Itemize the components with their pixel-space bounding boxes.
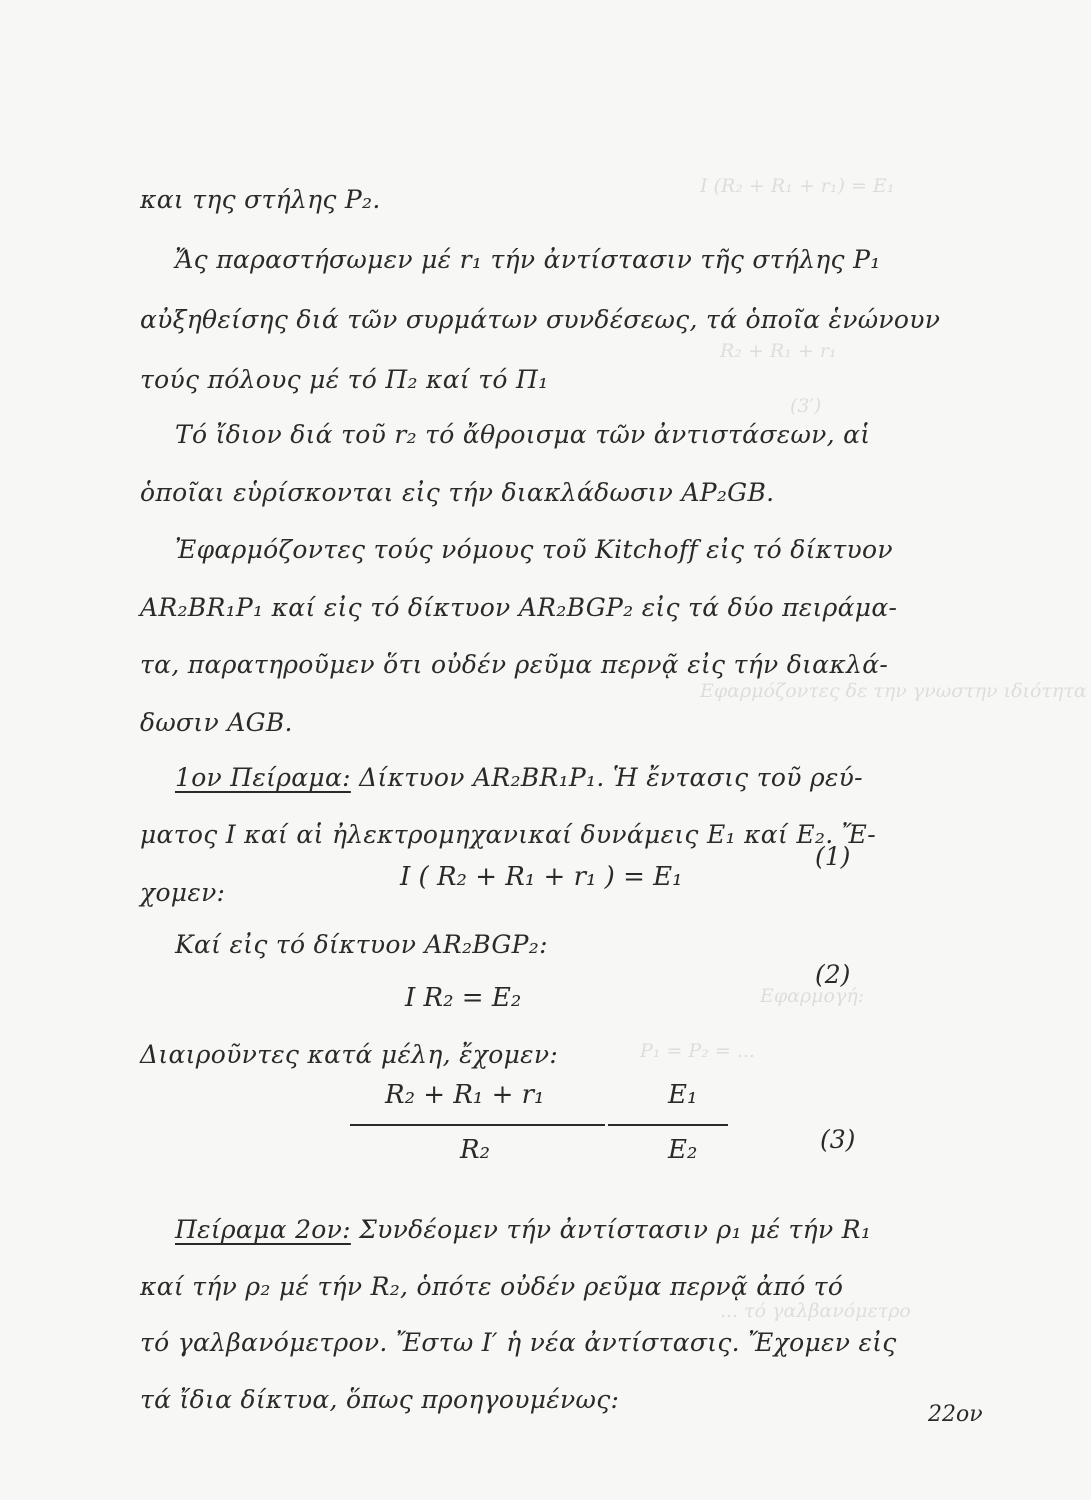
- bleed-through: I (R₂ + R₁ + r₁) = E₁: [700, 175, 895, 197]
- text-line: τούς πόλους μέ τό Π₂ καί τό Π₁: [140, 365, 549, 394]
- text-line: χομεν:: [140, 878, 226, 907]
- text-line: ματος I καί αἱ ἠλεκτρομηχανικαί δυνάμεις E₁ καί E₂. Ἔ-: [140, 820, 876, 849]
- text-line: τά ἴδια δίκτυα, ὅπως προηγουμένως:: [140, 1385, 620, 1414]
- fraction-numerator: E₁: [668, 1080, 698, 1110]
- text-line: τα, παρατηροῦμεν ὅτι οὐδέν ρεῦμα περνᾷ εἰς τήν διακλά-: [140, 650, 889, 679]
- bleed-through: Εφαρμόζοντες δε την γνωστην ιδιότητα: [700, 680, 1087, 702]
- experiment-2-line: [175, 1215, 871, 1244]
- bleed-through: R₂ + R₁ + r₁: [720, 340, 837, 362]
- fraction-bar: [350, 1124, 605, 1126]
- fraction-denominator: E₂: [668, 1135, 698, 1165]
- text-line: αὐξηθείσης διά τῶν συρμάτων συνδέσεως, τά ὁποῖα ἑνώνουν: [140, 305, 941, 334]
- equation-2: I R₂ = E₂: [405, 983, 522, 1013]
- text-line: Ἐφαρμόζοντες τούς νόμους τοῦ Kitchoff εἰς τό δίκτυον: [175, 535, 893, 564]
- equation-3-number: (3): [820, 1125, 856, 1154]
- text-line: τό γαλβανόμετρον. Ἔστω I′ ἡ νέα ἀντίστασις. Ἔχομεν εἰς: [140, 1328, 897, 1357]
- equation-1: I ( R₂ + R₁ + r₁ ) = E₁: [400, 862, 683, 892]
- fraction-denominator: R₂: [460, 1135, 490, 1165]
- experiment-1-heading: 1ον Πείραμα:: [175, 763, 351, 792]
- equation-2-number: (2): [815, 960, 851, 989]
- bleed-through: ... τό γαλβανόμετρο: [720, 1300, 911, 1322]
- fraction-bar: [608, 1124, 728, 1126]
- text-line: Ἄς παραστήσωμεν μέ r₁ τήν ἀντίστασιν τῆς στήλης P₁: [175, 245, 881, 274]
- text-line: και της στήλης P₂.: [140, 185, 381, 214]
- experiment-1-text: Δίκτυον AR₂BR₁P₁. Ἡ ἔντασις τοῦ ρεύ-: [359, 763, 863, 792]
- text-line: Τό ἴδιον διά τοῦ r₂ τό ἄθροισμα τῶν ἀντιστάσεων, αἱ: [175, 420, 871, 449]
- experiment-1-line: [175, 763, 863, 792]
- equation-1-number: (1): [815, 842, 851, 871]
- text-line: Καί εἰς τό δίκτυον AR₂BGP₂:: [175, 930, 548, 959]
- equation-3: [350, 1080, 740, 1170]
- fraction-numerator: R₂ + R₁ + r₁: [385, 1080, 545, 1110]
- bleed-through: Εφαρμογή:: [760, 985, 865, 1007]
- experiment-2-text: Συνδέομεν τήν ἀντίστασιν ρ₁ μέ τήν R₁: [359, 1215, 872, 1244]
- bleed-through: (3′): [790, 395, 822, 417]
- text-line: καί τήν ρ₂ μέ τήν R₂, ὁπότε οὐδέν ρεῦμα περνᾷ ἀπό τό: [140, 1272, 844, 1301]
- bleed-through: P₁ = P₂ = ...: [640, 1040, 755, 1062]
- text-line: AR₂BR₁P₁ καί εἰς τό δίκτυον AR₂BGP₂ εἰς τά δύο πειράμα-: [140, 593, 898, 622]
- text-line: δωσιν AGB.: [140, 708, 293, 737]
- text-line: ὁποῖαι εὑρίσκονται εἰς τήν διακλάδωσιν AP₂GB.: [140, 478, 775, 507]
- page-number: 22ον: [928, 1402, 983, 1427]
- text-line: Διαιροῦντες κατά μέλη, ἔχομεν:: [140, 1040, 559, 1069]
- experiment-2-heading: Πείραμα 2ον:: [175, 1215, 351, 1244]
